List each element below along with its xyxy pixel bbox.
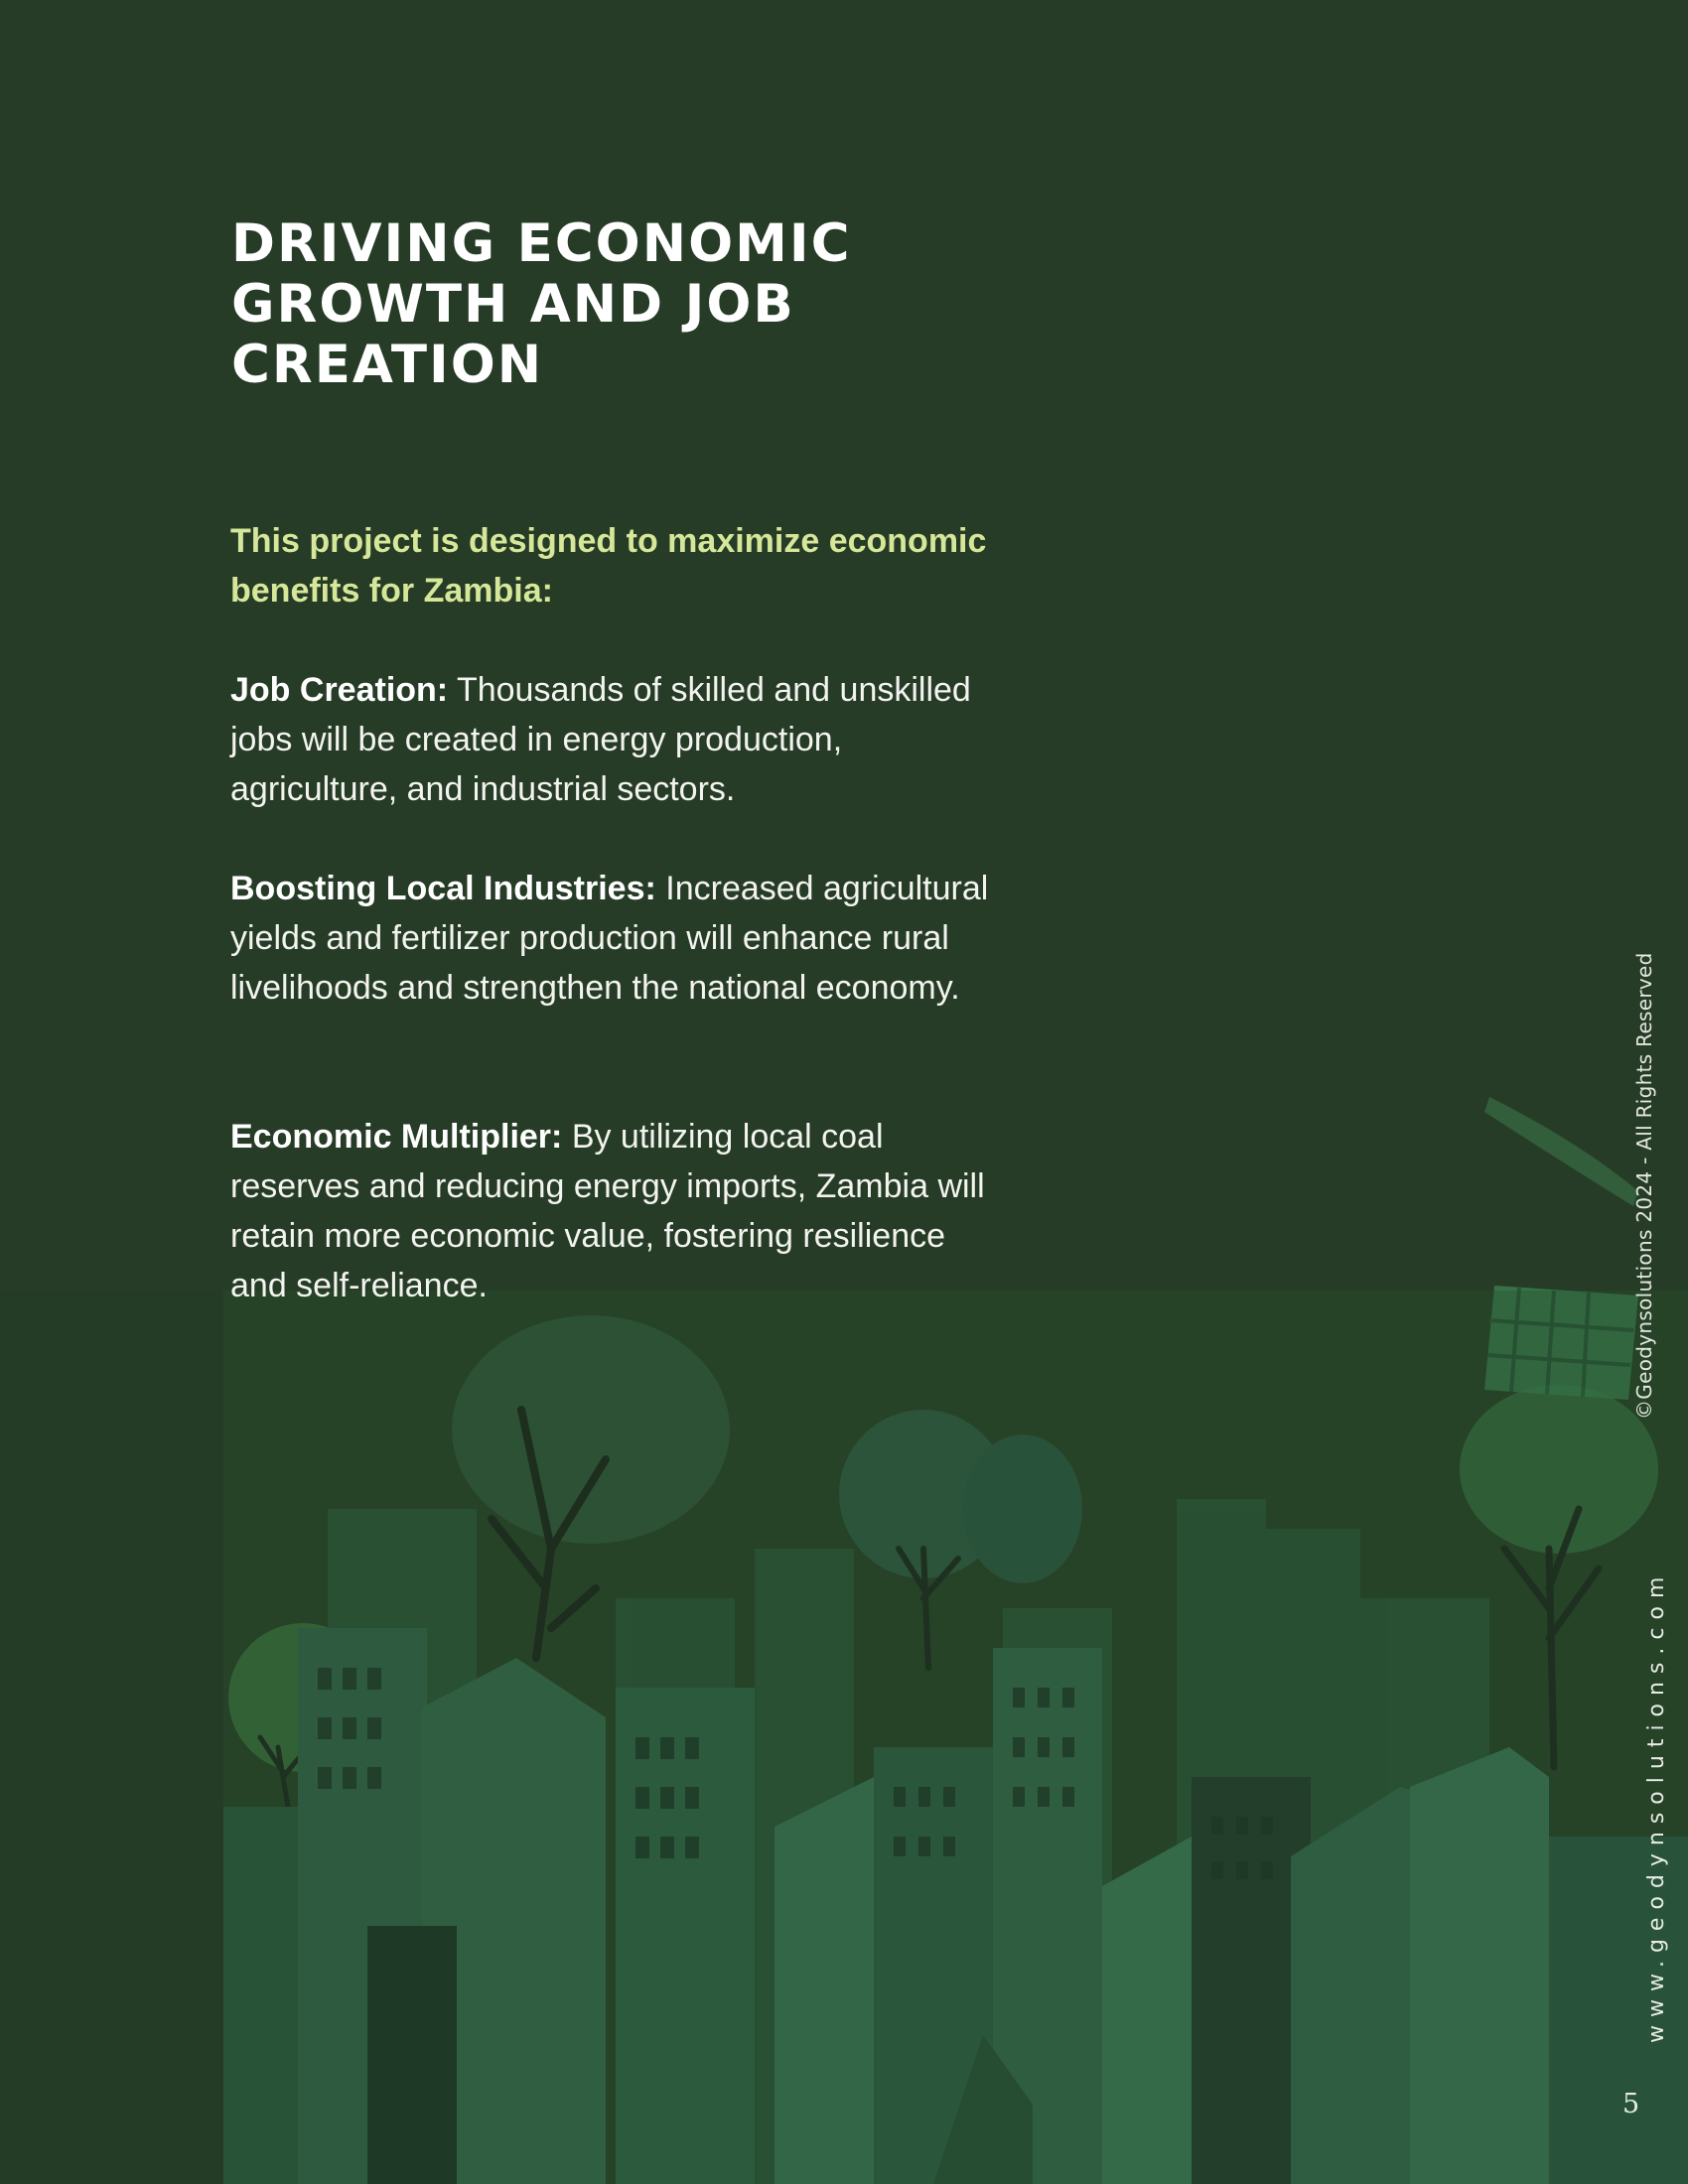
- page-number: 5: [1622, 2089, 1640, 2119]
- section-text: Thousands of skilled and unskilled jobs will be created in energy production, agriculture, and industrial sectors.: [230, 671, 971, 808]
- section-economic-multiplier: [230, 1112, 1005, 1310]
- section-boosting-local-industries: [230, 864, 1005, 1013]
- section-heading: Job Creation:: [230, 671, 449, 709]
- section-heading: Boosting Local Industries:: [230, 870, 656, 907]
- section-job-creation: [230, 665, 1005, 814]
- section-text: Increased agricultural yields and fertilizer production will enhance rural livelihoods and strengthen the national economy.: [230, 870, 989, 1007]
- intro-text: This project is designed to maximize economic benefits for Zambia:: [230, 522, 987, 610]
- website-url[interactable]: www.geodynsolutions.com: [1644, 1569, 1669, 2043]
- copyright-notice: ©Geodynsolutions 2024 - All Rights Reserved: [1632, 952, 1656, 1420]
- section-text: By utilizing local coal reserves and reducing energy imports, Zambia will retain more economic value, fostering resilience and self-reliance.: [230, 1118, 985, 1304]
- page-title: DRIVING ECONOMIC GROWTH AND JOB CREATION: [231, 213, 852, 395]
- section-heading: Economic Multiplier:: [230, 1118, 563, 1156]
